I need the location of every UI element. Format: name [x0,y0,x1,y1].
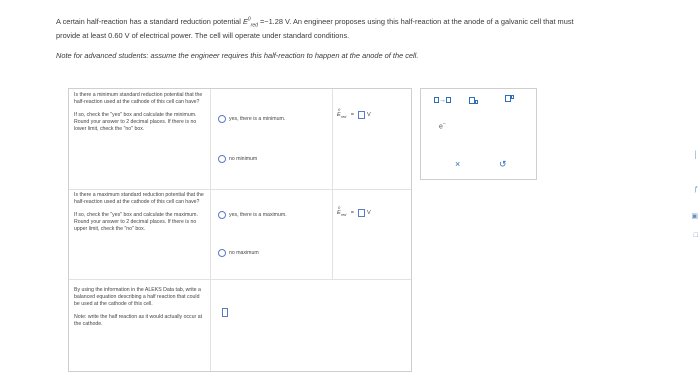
maximum-options-cell [212,189,333,279]
edge-panel-icon[interactable]: ▣ [691,213,698,220]
maximum-row [69,189,411,280]
clear-icon[interactable]: × [455,159,461,169]
no-minimum-radio[interactable]: no minimum [218,155,257,163]
undo-icon[interactable]: ↺ [499,159,507,169]
half-reaction-note: Note: write the half reaction as it would actually occur at the cathode. [74,314,203,328]
reaction-arrow-button[interactable]: → [434,97,451,104]
edge-window-icon[interactable]: □ [693,232,698,239]
maximum-value-cell [333,189,411,279]
no-maximum-radio[interactable]: no maximum [218,249,259,257]
maximum-instruction: If so, check the "yes" box and calculate the maximum. Round your answer to 2 decimal places. If there is no upper limit, check the "no" box. [74,212,198,233]
reduction-potential-symbol: E 0 red [337,107,347,119]
radio-circle[interactable] [218,155,226,163]
yes-maximum-radio[interactable]: yes, there is a maximum. [218,211,287,219]
subscript-button[interactable] [469,97,478,104]
maximum-equation: E 0 red = V [337,205,371,217]
minimum-question: Is there a minimum standard reduction potential that the half-reaction used at the cathode of this cell can have? [74,92,203,106]
maximum-question-cell [69,189,211,279]
equation-toolbar [420,88,537,180]
minimum-row [69,89,411,190]
potential-symbol: $E^0_{red}$ [242,16,258,29]
yes-minimum-radio[interactable]: yes, there is a minimum. [218,115,285,123]
edge-function-icon[interactable]: ƒ [694,186,698,193]
advanced-note: Note for advanced students: assume the engineer requires this half-reaction to happen at the anode of the cell. [56,51,419,61]
edge-scroll-icon[interactable]: │ [693,152,698,159]
radio-circle[interactable] [218,249,226,257]
problem-text-pre: A certain half-reaction has a standard reduction potential [56,17,243,26]
half-reaction-row [69,279,411,371]
minimum-value-input[interactable] [358,111,365,119]
electron-button[interactable]: e− [439,121,446,131]
half-reaction-answer-cell [212,279,411,371]
half-reaction-question-cell [69,279,211,371]
maximum-value-input[interactable] [358,209,365,217]
half-reaction-input[interactable] [222,308,228,317]
maximum-question: Is there a maximum standard reduction potential that the half-reaction used at the cathode of this cell can have? [74,192,204,206]
radio-circle[interactable] [218,115,226,123]
minimum-value-cell [333,89,411,189]
problem-text-post: =−1.28 V. An engineer proposes using this half-reaction at the anode of a galvanic cell that must [257,17,574,26]
radio-circle[interactable] [218,211,226,219]
problem-statement [56,16,686,70]
problem-line-2: provide at least 0.60 V of electrical power. The cell will operate under standard conditions. [56,30,350,40]
minimum-equation: E 0 red = V [337,107,371,119]
problem-line-1 [56,16,686,41]
minimum-options-cell [212,89,333,189]
half-reaction-instruction: By using the information in the ALEKS Data tab, write a balanced equation describing a half reaction that could be used at the cathode of this cell. [74,287,201,308]
superscript-button[interactable] [505,95,514,102]
answer-panel [68,88,412,372]
minimum-question-cell [69,89,211,189]
minimum-instruction: If so, check the "yes" box and calculate the minimum. Round your answer to 2 decimal places. If there is no lower limit, check the "no" box. [74,112,197,133]
reduction-potential-symbol: E 0 red [337,205,347,217]
